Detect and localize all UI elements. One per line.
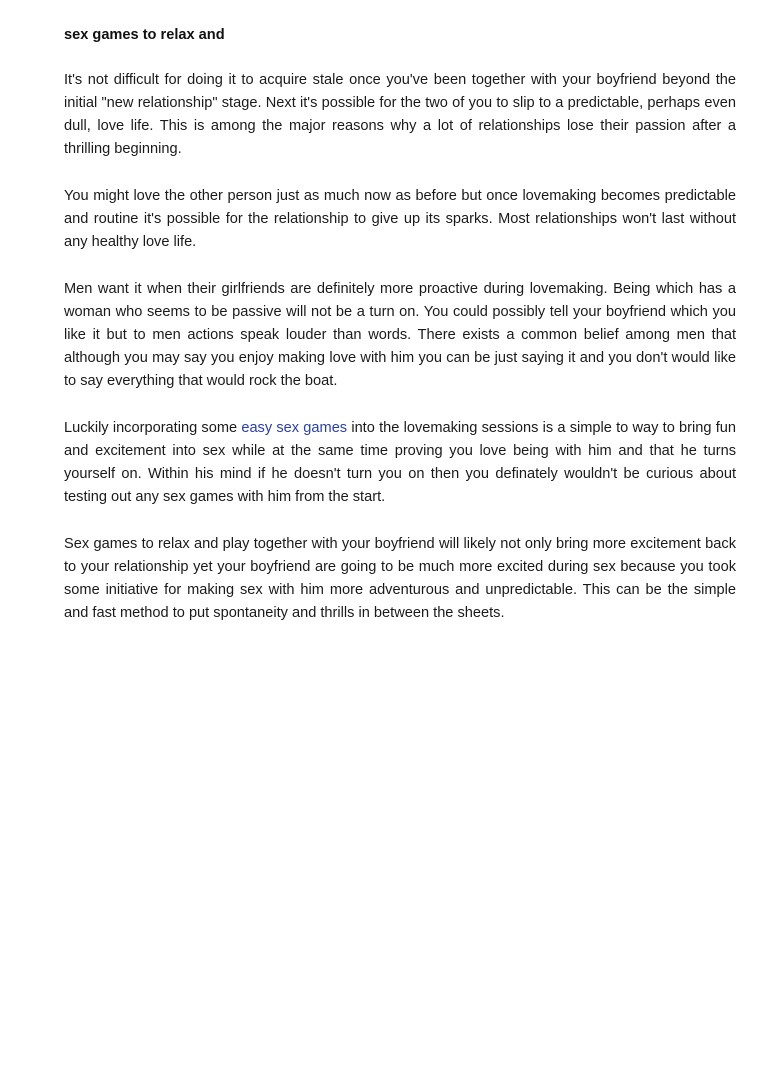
document-title: sex games to relax and [64,27,225,43]
easy-sex-games-link[interactable]: easy sex games [241,420,348,436]
paragraph-3: Men want it when their girlfriends are definitely more proactive during lovemaking. Being which has a woman who seems to be passive will not be a turn on. You could possibly tell your boyfriend which you like it but to men actions speak louder than words. There exists a common belief among men that although you may say you enjoy making love with him you can be just saying it and you don't would like to say everything that would rock the boat. [64,281,736,389]
paragraph-2: You might love the other person just as much now as before but once lovemaking becomes predictable and routine it's possible for the relationship to give up its sparks. Most relationships won't last without any healthy love life. [64,188,736,250]
paragraph-5: Sex games to relax and play together with your boyfriend will likely not only bring more excitement back to your relationship yet your boyfriend are going to be much more excited during sex because you took some initiative for making sex with him more adventurous and unpredictable. This can be the simple and fast method to put spontaneity and thrills in between the sheets. [64,536,736,621]
paragraph-4 [64,417,736,509]
document-page [64,24,736,649]
paragraph-4-text-start: Luckily incorporating some [64,420,242,436]
paragraph-4-text-end: into the lovemaking sessions is a simple to way to bring fun and excitement into sex while at the same time proving you love being with him and that he turns yourself on. Within his mind if he doesn't turn you on then you definately wouldn't be curious about testing out any sex games with him from the start. [64,420,736,505]
paragraph-1: It's not difficult for doing it to acquire stale once you've been together with your boyfriend beyond the initial "new relationship" stage. Next it's possible for the two of you to slip to a predictable, perhaps even dull, love life. This is among the major reasons why a lot of relationships lose their passion after a thrilling beginning. [64,72,736,157]
